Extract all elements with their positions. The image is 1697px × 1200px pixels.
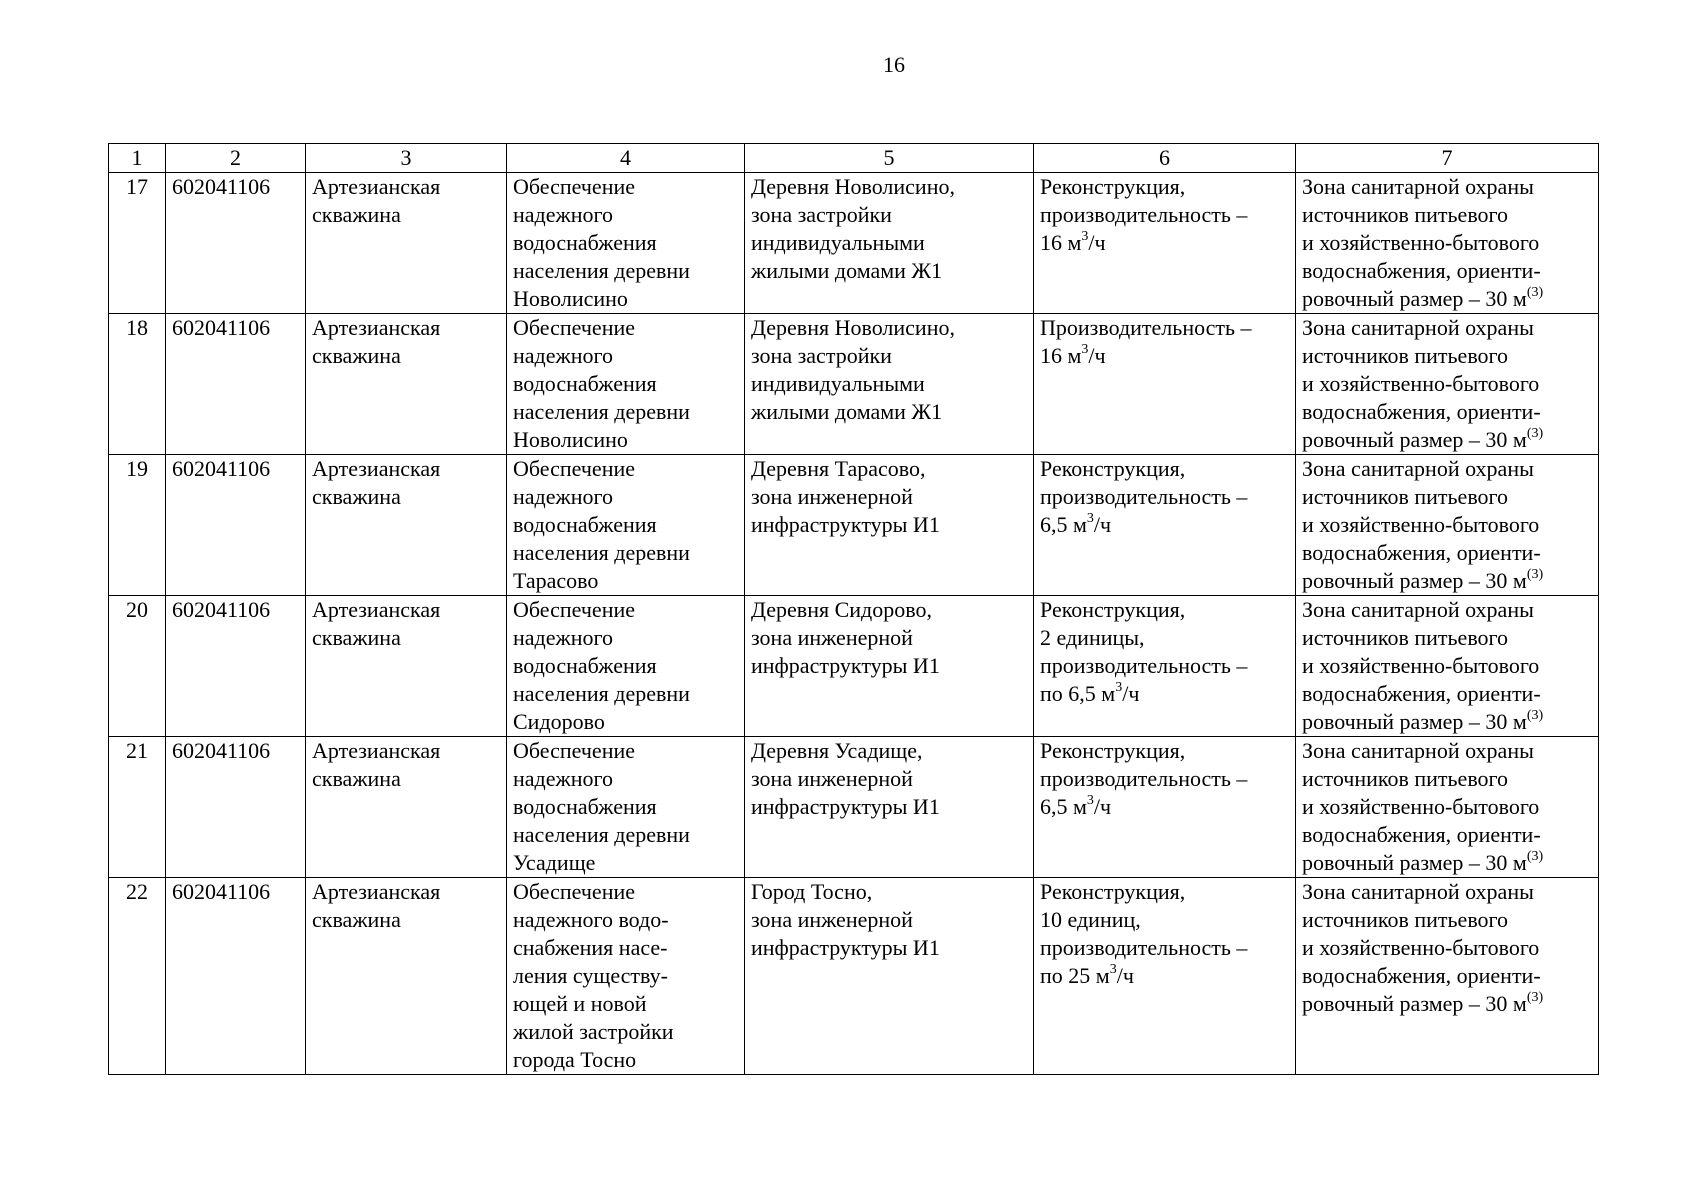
unit-suffix: /ч — [1122, 681, 1140, 706]
row-number-cell: 20 — [109, 596, 166, 737]
row-number-cell: 18 — [109, 314, 166, 455]
cell-line — [1302, 342, 1592, 370]
object-type-cell — [306, 596, 507, 737]
row-number-cell: 21 — [109, 737, 166, 878]
cell-line — [1302, 511, 1592, 539]
cell-line: инфраструктуры И1 — [751, 512, 940, 537]
cell-line: надежного водо- — [513, 907, 669, 932]
cell-line: Деревня Тарасово, — [751, 456, 926, 481]
cell-line: индивидуальными — [751, 230, 925, 255]
cell-text: производительность – — [1040, 766, 1248, 791]
cell-text: 10 единиц, — [1040, 907, 1141, 932]
cell-line: инфраструктуры И1 — [751, 935, 940, 960]
zone-cell — [1296, 455, 1599, 596]
cell-line — [1040, 962, 1289, 990]
cell-text: производительность – — [1040, 484, 1248, 509]
cell-text: Зона санитарной охраны — [1302, 174, 1534, 199]
cell-line: населения деревни — [513, 399, 690, 424]
cell-text: Реконструкция, — [1040, 597, 1186, 622]
unit-suffix: /ч — [1088, 343, 1106, 368]
table-row — [109, 737, 1599, 878]
cell-text: ровочный размер – 30 м — [1302, 991, 1527, 1016]
cell-text: 16 м — [1040, 230, 1082, 255]
cell-line — [1302, 398, 1592, 426]
cell-line: Сидорово — [513, 709, 605, 734]
cell-line: Артезианская — [312, 597, 441, 622]
cell-line — [1040, 878, 1289, 906]
cell-line — [1302, 370, 1592, 398]
cell-line: Усадище — [513, 850, 596, 875]
characteristics-cell — [1034, 314, 1296, 455]
code-cell: 602041106 — [166, 737, 306, 878]
cell-text: и хозяйственно-бытового — [1302, 512, 1540, 537]
code-cell: 602041106 — [166, 314, 306, 455]
cell-line: зона застройки — [751, 343, 892, 368]
cell-text: ровочный размер – 30 м — [1302, 427, 1527, 452]
table-header-row — [109, 144, 1599, 173]
cell-text: Реконструкция, — [1040, 738, 1186, 763]
cell-text: по 6,5 м — [1040, 681, 1116, 706]
cell-text: водоснабжения, ориенти- — [1302, 540, 1541, 565]
cell-text: по 25 м — [1040, 963, 1110, 988]
superscript: 3 — [1109, 961, 1117, 977]
column-header: 3 — [306, 144, 507, 173]
cell-text: Зона санитарной охраны — [1302, 879, 1534, 904]
cell-line — [1302, 173, 1592, 201]
cell-text: водоснабжения, ориенти- — [1302, 258, 1541, 283]
cell-line — [1302, 821, 1592, 849]
superscript: (3) — [1526, 707, 1544, 723]
cell-line: Тарасово — [513, 568, 599, 593]
column-header: 6 — [1034, 144, 1296, 173]
location-cell — [745, 596, 1034, 737]
object-type-cell — [306, 314, 507, 455]
column-header: 1 — [109, 144, 166, 173]
superscript: 3 — [1081, 341, 1089, 357]
cell-line: жилыми домами Ж1 — [751, 399, 943, 424]
cell-line: надежного — [513, 766, 613, 791]
zone-cell — [1296, 596, 1599, 737]
cell-line — [1040, 737, 1289, 765]
cell-line: надежного — [513, 343, 613, 368]
superscript: (3) — [1526, 566, 1544, 582]
cell-text: водоснабжения, ориенти- — [1302, 399, 1541, 424]
cell-line: Обеспечение — [513, 738, 635, 763]
cell-line — [1040, 342, 1289, 370]
superscript: 3 — [1086, 510, 1094, 526]
unit-suffix: /ч — [1116, 963, 1134, 988]
superscript: (3) — [1526, 848, 1544, 864]
cell-text: водоснабжения, ориенти- — [1302, 822, 1541, 847]
location-cell — [745, 173, 1034, 314]
cell-line: населения деревни — [513, 822, 690, 847]
cell-line: Обеспечение — [513, 315, 635, 340]
cell-line: ления существу- — [513, 963, 668, 988]
cell-line: города Тосно — [513, 1047, 637, 1072]
table-row — [109, 596, 1599, 737]
purpose-cell — [507, 596, 745, 737]
location-cell — [745, 737, 1034, 878]
cell-line: зона инженерной — [751, 907, 913, 932]
cell-line: Артезианская — [312, 879, 441, 904]
cell-line: зона застройки — [751, 202, 892, 227]
cell-line — [1040, 229, 1289, 257]
cell-line — [1302, 849, 1592, 877]
cell-line: индивидуальными — [751, 371, 925, 396]
object-type-cell — [306, 737, 507, 878]
purpose-cell — [507, 878, 745, 1075]
cell-line: Обеспечение — [513, 456, 635, 481]
cell-text: ровочный размер – 30 м — [1302, 709, 1527, 734]
cell-line: Обеспечение — [513, 174, 635, 199]
cell-text: водоснабжения, ориенти- — [1302, 963, 1541, 988]
cell-line: инфраструктуры И1 — [751, 794, 940, 819]
cell-line: населения деревни — [513, 258, 690, 283]
cell-line — [1302, 708, 1592, 736]
cell-line: Деревня Новолисино, — [751, 315, 955, 340]
cell-line: водоснабжения — [513, 230, 657, 255]
superscript: (3) — [1526, 284, 1544, 300]
characteristics-cell — [1034, 878, 1296, 1075]
unit-suffix: /ч — [1093, 512, 1112, 537]
cell-line: Деревня Сидорово, — [751, 597, 932, 622]
cell-text: производительность – — [1040, 653, 1248, 678]
cell-line: надежного — [513, 625, 613, 650]
cell-text: источников питьевого — [1302, 907, 1509, 932]
cell-line: скважина — [312, 625, 401, 650]
cell-line: Город Тосно, — [751, 879, 873, 904]
cell-text: 2 единицы, — [1040, 625, 1145, 650]
cell-line — [1302, 652, 1592, 680]
characteristics-cell — [1034, 596, 1296, 737]
cell-line: жилыми домами Ж1 — [751, 258, 943, 283]
zone-cell — [1296, 173, 1599, 314]
cell-line — [1302, 285, 1592, 313]
location-cell — [745, 314, 1034, 455]
cell-line: Деревня Усадище, — [751, 738, 923, 763]
cell-line: зона инженерной — [751, 484, 913, 509]
cell-text: Зона санитарной охраны — [1302, 597, 1534, 622]
cell-line — [1302, 906, 1592, 934]
column-header: 5 — [745, 144, 1034, 173]
column-header: 7 — [1296, 144, 1599, 173]
zone-cell — [1296, 878, 1599, 1075]
object-type-cell — [306, 878, 507, 1075]
cell-line — [1302, 624, 1592, 652]
cell-text: водоснабжения, ориенти- — [1302, 681, 1541, 706]
cell-line — [1302, 878, 1592, 906]
purpose-cell — [507, 455, 745, 596]
cell-text: 6,5 м — [1040, 794, 1087, 819]
cell-line — [1040, 511, 1289, 539]
cell-text: ровочный размер – 30 м — [1302, 568, 1527, 593]
zone-cell — [1296, 314, 1599, 455]
cell-line — [1040, 624, 1289, 652]
object-type-cell — [306, 173, 507, 314]
cell-line — [1040, 793, 1289, 821]
cell-text: и хозяйственно-бытового — [1302, 230, 1540, 255]
cell-line: Артезианская — [312, 174, 441, 199]
objects-table — [108, 143, 1599, 1075]
cell-line: Артезианская — [312, 738, 441, 763]
cell-line: ющей и новой — [513, 991, 647, 1016]
cell-line — [1040, 934, 1289, 962]
cell-line: водоснабжения — [513, 371, 657, 396]
cell-line — [1302, 765, 1592, 793]
table-row — [109, 314, 1599, 455]
cell-line — [1302, 229, 1592, 257]
table-row — [109, 173, 1599, 314]
superscript: 3 — [1115, 679, 1123, 695]
cell-line — [1040, 314, 1289, 342]
cell-line: Артезианская — [312, 315, 441, 340]
cell-line: скважина — [312, 343, 401, 368]
purpose-cell — [507, 737, 745, 878]
cell-line: зона инженерной — [751, 766, 913, 791]
cell-text: Зона санитарной охраны — [1302, 315, 1534, 340]
cell-line — [1302, 257, 1592, 285]
cell-text: Производительность – — [1040, 315, 1252, 340]
cell-line: жилой застройки — [513, 1019, 674, 1044]
superscript: 3 — [1086, 792, 1094, 808]
cell-text: Реконструкция, — [1040, 456, 1186, 481]
location-cell — [745, 455, 1034, 596]
cell-line — [1302, 737, 1592, 765]
purpose-cell — [507, 314, 745, 455]
cell-line: Деревня Новолисино, — [751, 174, 955, 199]
location-cell — [745, 878, 1034, 1075]
cell-line: Новолисино — [513, 427, 628, 452]
cell-line — [1302, 934, 1592, 962]
cell-line — [1302, 483, 1592, 511]
cell-text: и хозяйственно-бытового — [1302, 794, 1540, 819]
cell-line: скважина — [312, 766, 401, 791]
purpose-cell — [507, 173, 745, 314]
characteristics-cell — [1034, 737, 1296, 878]
cell-text: Реконструкция, — [1040, 174, 1186, 199]
cell-line: скважина — [312, 484, 401, 509]
column-header: 4 — [507, 144, 745, 173]
cell-text: источников питьевого — [1302, 484, 1509, 509]
cell-line — [1040, 906, 1289, 934]
cell-text: источников питьевого — [1302, 202, 1509, 227]
cell-text: и хозяйственно-бытового — [1302, 653, 1540, 678]
cell-line: водоснабжения — [513, 512, 657, 537]
code-cell: 602041106 — [166, 878, 306, 1075]
cell-text: производительность – — [1040, 935, 1248, 960]
table-row — [109, 878, 1599, 1075]
cell-line: инфраструктуры И1 — [751, 653, 940, 678]
superscript: (3) — [1526, 989, 1544, 1005]
cell-line: скважина — [312, 202, 401, 227]
cell-text: источников питьевого — [1302, 343, 1509, 368]
code-cell: 602041106 — [166, 173, 306, 314]
cell-line: надежного — [513, 484, 613, 509]
cell-line: Артезианская — [312, 456, 441, 481]
cell-line — [1040, 173, 1289, 201]
unit-suffix: /ч — [1093, 794, 1112, 819]
cell-line — [1302, 793, 1592, 821]
cell-line: водоснабжения — [513, 653, 657, 678]
cell-line — [1302, 962, 1592, 990]
cell-text: Зона санитарной охраны — [1302, 456, 1534, 481]
superscript: (3) — [1526, 425, 1544, 441]
cell-line — [1040, 483, 1289, 511]
cell-line: снабжения насе- — [513, 935, 668, 960]
cell-line — [1302, 455, 1592, 483]
code-cell: 602041106 — [166, 455, 306, 596]
cell-text: источников питьевого — [1302, 766, 1509, 791]
row-number-cell: 22 — [109, 878, 166, 1075]
zone-cell — [1296, 737, 1599, 878]
cell-line — [1040, 652, 1289, 680]
cell-line — [1302, 201, 1592, 229]
cell-text: 16 м — [1040, 343, 1082, 368]
cell-line: зона инженерной — [751, 625, 913, 650]
cell-line — [1302, 426, 1592, 454]
cell-line: скважина — [312, 907, 401, 932]
cell-line — [1040, 765, 1289, 793]
cell-text: производительность – — [1040, 202, 1248, 227]
cell-line: Обеспечение — [513, 597, 635, 622]
cell-line — [1302, 596, 1592, 624]
cell-line — [1302, 990, 1592, 1018]
cell-line: водоснабжения — [513, 794, 657, 819]
cell-line — [1040, 596, 1289, 624]
cell-line — [1302, 314, 1592, 342]
code-cell: 602041106 — [166, 596, 306, 737]
row-number-cell: 19 — [109, 455, 166, 596]
cell-text: и хозяйственно-бытового — [1302, 371, 1540, 396]
cell-text: ровочный размер – 30 м — [1302, 850, 1527, 875]
cell-text: Реконструкция, — [1040, 879, 1186, 904]
cell-text: ровочный размер – 30 м — [1302, 286, 1527, 311]
unit-suffix: /ч — [1088, 230, 1106, 255]
cell-line — [1040, 680, 1289, 708]
cell-line — [1302, 567, 1592, 595]
object-type-cell — [306, 455, 507, 596]
cell-line — [1302, 680, 1592, 708]
cell-line — [1040, 201, 1289, 229]
cell-line: Новолисино — [513, 286, 628, 311]
characteristics-cell — [1034, 173, 1296, 314]
cell-line — [1302, 539, 1592, 567]
cell-text: Зона санитарной охраны — [1302, 738, 1534, 763]
cell-line — [1040, 455, 1289, 483]
cell-text: источников питьевого — [1302, 625, 1509, 650]
cell-line: населения деревни — [513, 540, 690, 565]
cell-line: Обеспечение — [513, 879, 635, 904]
row-number-cell: 17 — [109, 173, 166, 314]
table-row — [109, 455, 1599, 596]
superscript: 3 — [1081, 228, 1089, 244]
cell-line: надежного — [513, 202, 613, 227]
characteristics-cell — [1034, 455, 1296, 596]
cell-line: населения деревни — [513, 681, 690, 706]
table-body — [109, 173, 1599, 1075]
page-number: 16 — [883, 52, 905, 77]
column-header: 2 — [166, 144, 306, 173]
cell-text: и хозяйственно-бытового — [1302, 935, 1540, 960]
cell-text: 6,5 м — [1040, 512, 1087, 537]
